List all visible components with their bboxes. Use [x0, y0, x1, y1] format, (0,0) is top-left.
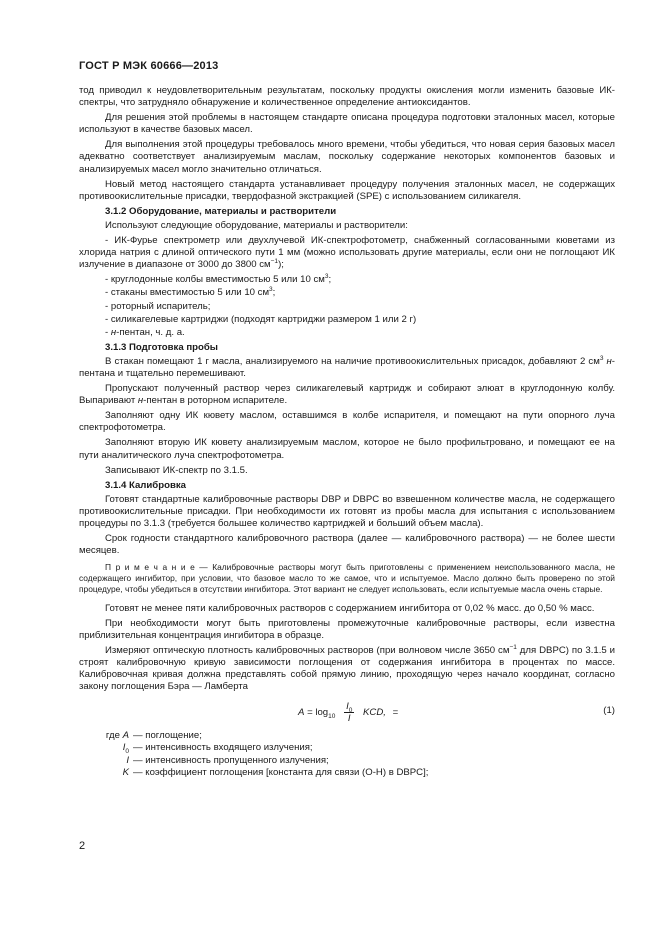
paragraph: При необходимости могут быть приготовлены промежуточные калибровочные растворы, если известна приблизительная концентрация ингибитора в образце.	[79, 617, 615, 641]
definition-row: K — коэффициент поглощения [константа для связи (О-Н) в DBPC];	[122, 766, 429, 778]
section-heading-3-1-2: 3.1.2 Оборудование, материалы и растворители	[105, 205, 337, 217]
definitions-list	[79, 730, 615, 778]
definition-row: где A — поглощение;	[105, 730, 202, 742]
paragraph: Записывают ИК-спектр по 3.1.5.	[105, 464, 248, 476]
list-item: - силикагелевые картриджи (подходят картриджи размером 1 или 2 г)	[105, 313, 417, 325]
paragraph: Готовят не менее пяти калибровочных растворов с содержанием ингибитора от 0,02 % масс. до 0,50 % масс.	[105, 602, 595, 614]
formula-expression: $A = \log_{10}$ $\frac{I_0}{I}$ KCD, =	[298, 701, 399, 725]
paragraph: Заполняют вторую ИК кювету анализируемым маслом, которое не было профильтровано, и помещают ее на пути аналитического луча спектрофотометра.	[79, 437, 615, 461]
paragraph: Для решения этой проблемы в настоящем стандарте описана процедура подготовки эталонных масел, которые используют в качестве базовых масел.	[79, 112, 615, 136]
definition-row: $I_0$ — интенсивность входящего излучения;	[122, 742, 313, 756]
section-heading-3-1-3: 3.1.3 Подготовка пробы	[105, 341, 218, 353]
formula-fraction: $\frac{I_0}{I}$	[346, 701, 353, 725]
note-label: П р и м е ч а н и е	[105, 562, 195, 573]
note: П р и м е ч а н и е — Калибровочные растворы могут быть приготовлены с применением неиспользованного масла, не содержащего ингибитор, при условии, что базовое масло то же самое, что и испытуемое. Масло должно быть проверено по этой процедуре, чтобы убедиться в отсутствии ингибитора. Этот вариант не следует использовать, если испытуемые масла очень старые.	[79, 562, 615, 594]
section-heading-3-1-4: 3.1.4 Калибровка	[105, 479, 186, 491]
document-page	[79, 60, 615, 779]
paragraph: Новый метод настоящего стандарта устанавливает процедуру получения эталонных масел, не содержащих противоокислительные присадки, твердофазной экстракцией (SPE) с использованием силикагеля.	[79, 178, 615, 202]
list-item: - круглодонные колбы вместимостью 5 или 10 $см^3$;	[105, 273, 332, 286]
paragraph: Готовят стандартные калибровочные растворы DBP и DBPC во взвешенном количестве масла, не содержащего противоокислительные присадки. При необходимости их готовят из пробы масла для испытания с использованием процедуры по 3.1.3 (требуется большее количество картриджей и больший объем масла).	[79, 493, 615, 529]
paragraph: Заполняют одну ИК кювету маслом, оставшимся в колбе испарителя, и помещают на пути опорного луча спектрофотометра.	[79, 410, 615, 434]
list-item: - н-пентан, ч. д. а.	[105, 326, 185, 338]
list-item: - стаканы вместимостью 5 или 10 $см^3$;	[105, 286, 276, 299]
formula-1	[79, 696, 615, 728]
document-header: ГОСТ Р МЭК 60666—2013	[79, 60, 219, 72]
paragraph: Для выполнения этой процедуры требовалось много времени, чтобы убедиться, что новая серия базовых масел адекватно соответствует анализируемым маслам, поскольку содержание некоторых компонентов базовых и анализируемых масел могло значительно отличаться.	[79, 139, 615, 175]
paragraph: Используют следующие оборудование, материалы и растворители:	[105, 219, 408, 231]
list-item: - ИК-Фурье спектрометр или двухлучевой ИК-спектрофотометр, снабженный согласованными кюветами из хлорида натрия с длиной оптического пути 1 мм (можно использовать другие материалы, если они не поглощают ИК излучение в диапазоне от 3000 до 3800 $см^{-1}$);	[79, 235, 615, 271]
paragraph: тод приводил к неудовлетворительным результатам, поскольку продукты окисления могли изменить базовые ИК-спектры, что затрудняло обнаружение и количественное определение антиоксидантов.	[79, 85, 615, 109]
paragraph: Пропускают полученный раствор через силикагелевый картридж и собирают элюат в круглодонную колбу. Выпаривают н-пентан в роторном испарителе.	[79, 383, 615, 407]
page-number: 2	[79, 840, 86, 852]
paragraph: Измеряют оптическую плотность калибровочных растворов (при волновом числе 3650 $см^{-1}$ для DBPC) по 3.1.5 и строят калибровочную кривую зависимости поглощения от содержания ингибитора в процентах по массе. Калибровочная кривая должна представлять собой прямую линию, проходящую через начало координат, согласно закону поглощения Бэра — Ламберта	[79, 643, 615, 693]
formula-number: (1)	[603, 705, 615, 717]
paragraph: В стакан помещают 1 г масла, анализируемого на наличие противоокислительных присадок, добавляют 2 $см^3$ н-пентана и тщательно перемешивают.	[79, 354, 615, 379]
list-item: - роторный испаритель;	[105, 300, 211, 312]
definition-row: I — интенсивность пропущенного излучения;	[126, 754, 329, 766]
paragraph: Срок годности стандартного калибровочного раствора (далее — калибровочного раствора) — не более шести месяцев.	[79, 533, 615, 557]
